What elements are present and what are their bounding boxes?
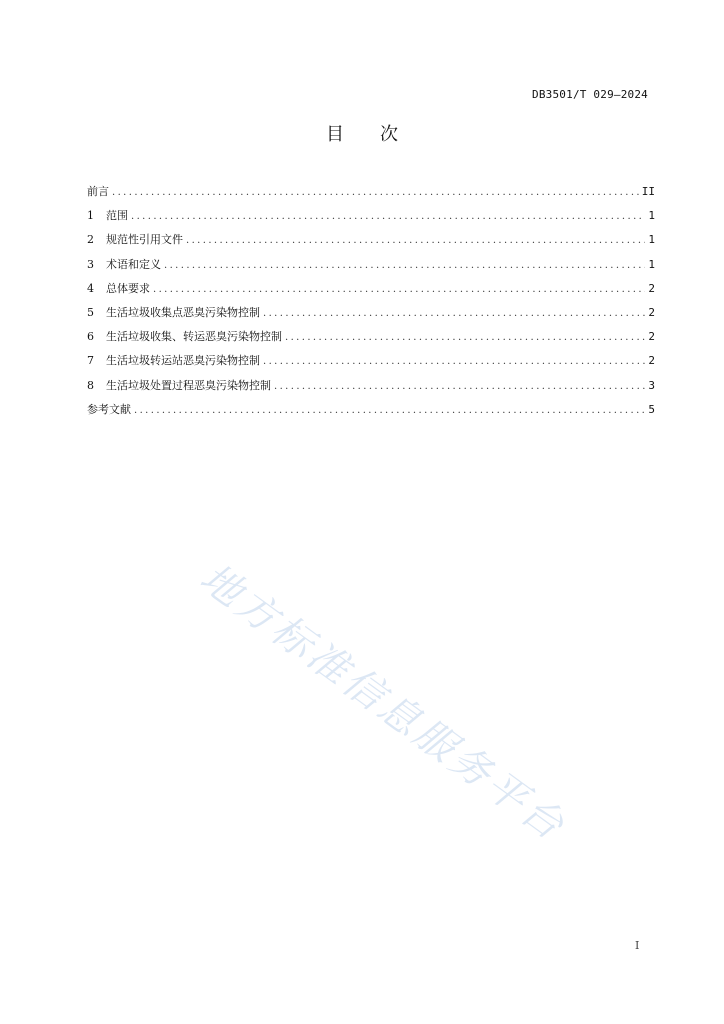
toc-entry-number: 8: [87, 378, 94, 392]
toc-dot-leader: [285, 330, 645, 346]
toc-entry-title: 术语和定义: [106, 257, 161, 271]
page-title: 目次: [326, 124, 434, 145]
toc-entry-page: 1: [648, 209, 655, 223]
toc-entry-title: 生活垃圾处置过程恶臭污染物控制: [106, 378, 271, 392]
toc-entry-page: 3: [648, 378, 655, 392]
toc-entry-page: 2: [648, 305, 655, 319]
toc-entry-title: 生活垃圾收集点恶臭污染物控制: [106, 305, 260, 319]
toc-entry-label: [87, 353, 260, 369]
toc-entry-label: [87, 232, 183, 248]
toc-entry-page: 2: [648, 281, 655, 295]
toc-entry-number: 4: [87, 281, 94, 295]
toc-dot-leader: [112, 185, 639, 201]
toc-entry-label: [87, 329, 282, 345]
toc-entry-title: 范围: [106, 209, 128, 223]
page-number: I: [635, 939, 640, 952]
toc-entry-5[interactable]: [87, 305, 655, 329]
toc-dot-leader: [153, 282, 645, 298]
table-of-contents: [87, 184, 655, 426]
toc-entry-title: 规范性引用文件: [106, 233, 183, 247]
toc-entry-number: 1: [87, 209, 94, 223]
toc-dot-leader: [134, 403, 645, 419]
toc-entry-number: 6: [87, 330, 94, 344]
toc-entry-number: 5: [87, 305, 94, 319]
toc-entry-label: [87, 402, 131, 418]
toc-entry-3[interactable]: [87, 257, 655, 281]
toc-entry-foreword[interactable]: [87, 184, 655, 208]
toc-entry-8[interactable]: [87, 378, 655, 402]
toc-dot-leader: [164, 258, 645, 274]
toc-entry-label: [87, 378, 271, 394]
toc-entry-page: 2: [648, 354, 655, 368]
toc-entry-number: 7: [87, 354, 94, 368]
toc-entry-6[interactable]: [87, 329, 655, 353]
watermark: 地方标准信息服务平台: [191, 554, 575, 851]
toc-entry-page: II: [641, 185, 655, 198]
toc-entry-page: 2: [648, 330, 655, 344]
toc-entry-title: 前言: [87, 185, 109, 198]
toc-entry-7[interactable]: [87, 353, 655, 377]
toc-entry-page: 1: [648, 257, 655, 271]
toc-entry-4[interactable]: [87, 281, 655, 305]
toc-entry-number: 2: [87, 233, 94, 247]
toc-entry-label: [87, 281, 150, 297]
toc-dot-leader: [131, 209, 645, 225]
document-code: DB3501/T 029—2024: [532, 88, 648, 101]
toc-entry-references[interactable]: [87, 402, 655, 426]
toc-entry-label: [87, 257, 161, 273]
toc-entry-1[interactable]: [87, 208, 655, 232]
toc-entry-label: [87, 305, 260, 321]
toc-dot-leader: [274, 379, 645, 395]
toc-entry-label: [87, 184, 109, 200]
toc-dot-leader: [263, 306, 645, 322]
toc-entry-title: 参考文献: [87, 402, 131, 416]
toc-entry-title: 总体要求: [106, 281, 150, 295]
toc-dot-leader: [186, 233, 645, 249]
toc-entry-page: 5: [648, 402, 655, 416]
toc-entry-title: 生活垃圾收集、转运恶臭污染物控制: [106, 330, 282, 344]
toc-entry-page: 1: [648, 233, 655, 247]
toc-entry-2[interactable]: [87, 232, 655, 256]
toc-dot-leader: [263, 354, 645, 370]
toc-entry-label: [87, 208, 128, 224]
toc-entry-title: 生活垃圾转运站恶臭污染物控制: [106, 354, 260, 368]
toc-entry-number: 3: [87, 257, 94, 271]
